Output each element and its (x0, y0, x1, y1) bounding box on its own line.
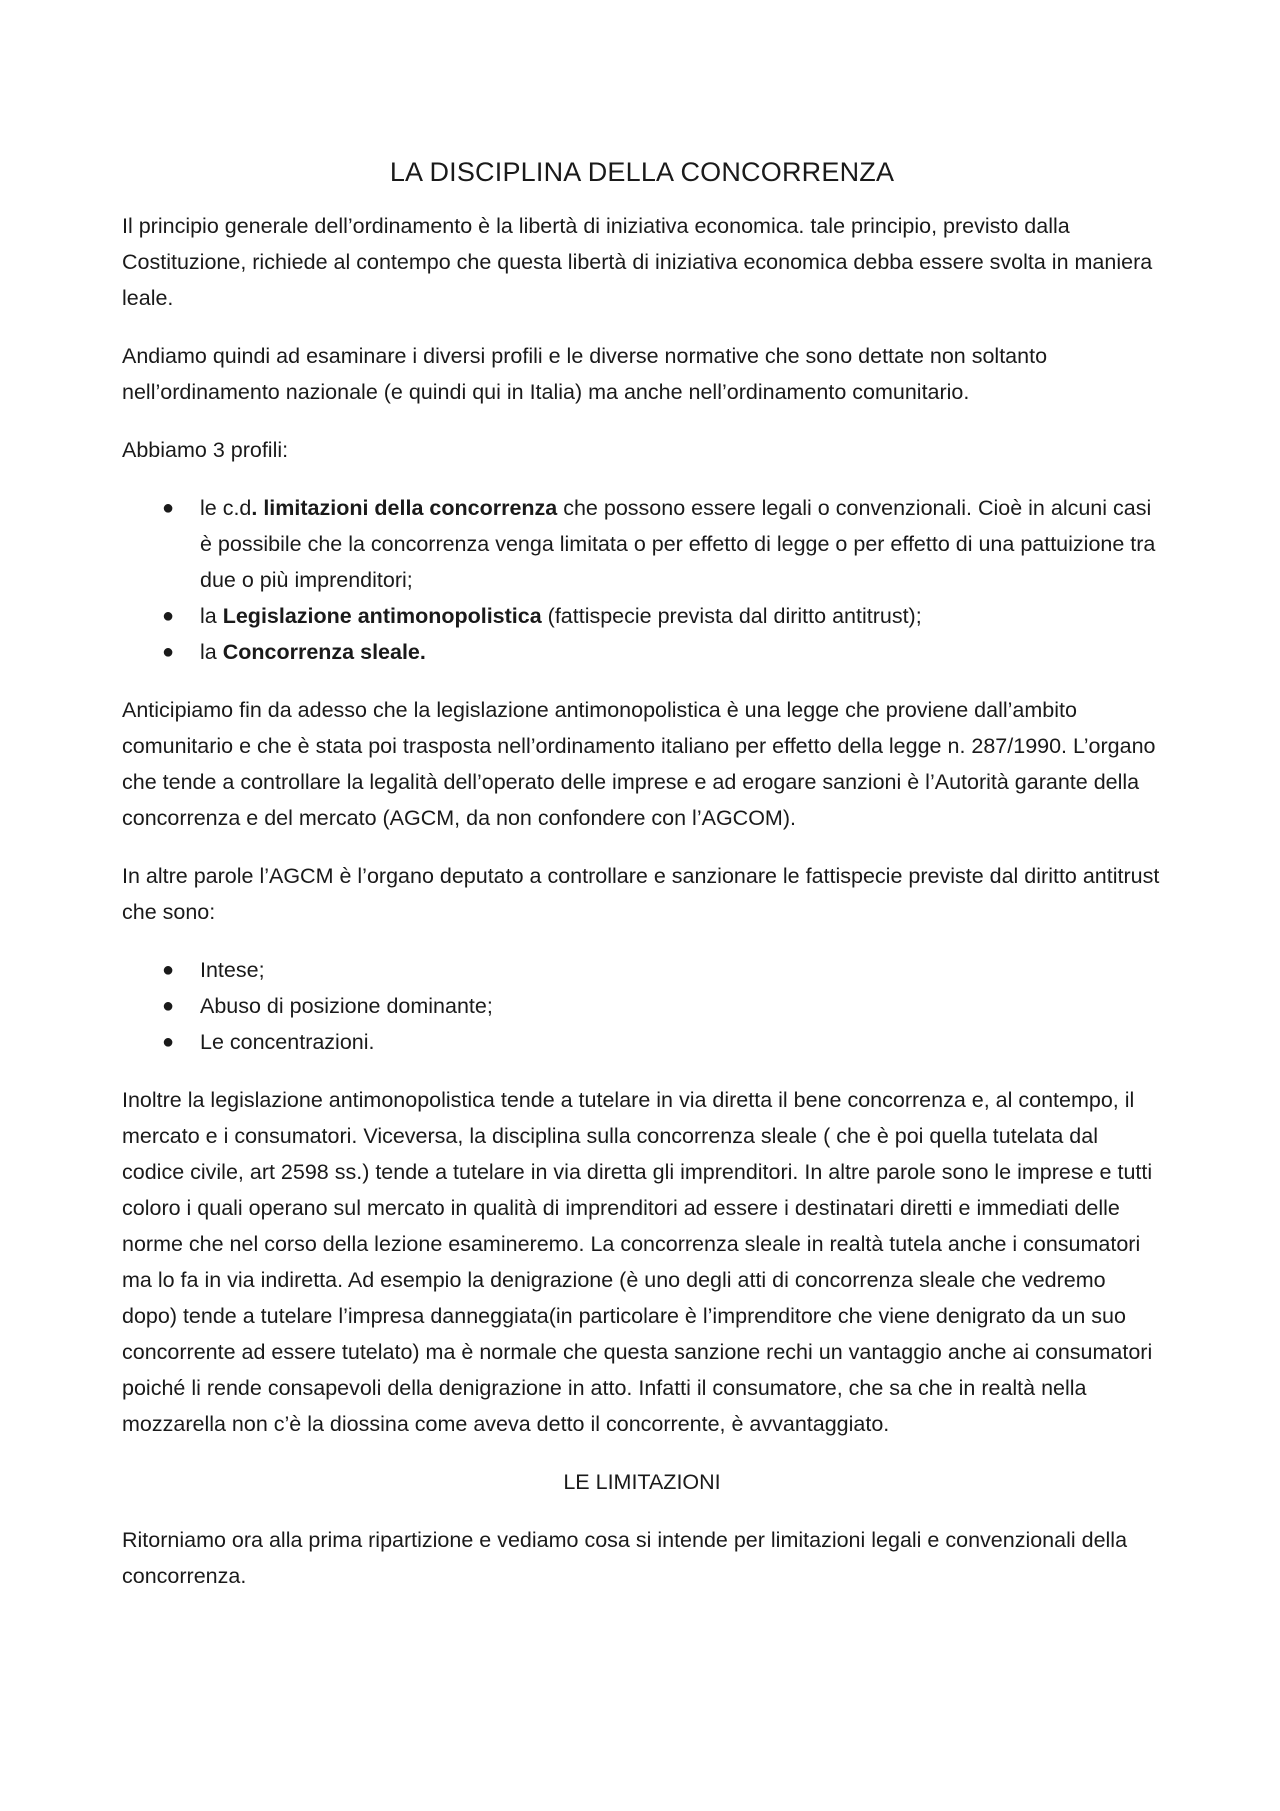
fattispecie-list (122, 952, 1162, 1060)
paragraph-profili-intro: Andiamo quindi ad esaminare i diversi profili e le diverse normative che sono dettate non soltanto nell’ordinamento nazionale (e quindi qui in Italia) ma anche nell’ordinamento comunitario. (122, 344, 1048, 404)
bullet-icon: ● (162, 959, 175, 981)
list-item-text: Intese; (200, 958, 265, 982)
list-item-text: la (200, 640, 223, 664)
list-item-bold: . limitazioni della concorrenza (251, 496, 558, 520)
list-item (122, 634, 1162, 670)
list-item-bold: Legislazione antimonopolistica (222, 604, 542, 628)
list-item-text: Le concentrazioni. (200, 1030, 375, 1054)
bullet-icon: ● (162, 497, 175, 519)
list-item (122, 598, 1162, 634)
document-page (122, 152, 1162, 1616)
paragraph-tutela: Inoltre la legislazione antimonopolistica tende a tutelare in via diretta il bene concorrenza e, al contempo, il mercato e i consumatori. Viceversa, la disciplina sulla concorrenza sleale ( che è poi quella tutelata dal codice civile, art 2598 ss.) tende a tutelare in via diretta gli imprenditori. In altre parole sono le imprese e tutti coloro i quali operano sul mercato in qualità di imprenditori ad essere i destinatari diretti e immediati delle norme che nel corso della lezione esamineremo. La concorrenza sleale in realtà tutela anche i consumatori ma lo fa in via indiretta. Ad esempio la denigrazione (è uno degli atti di concorrenza sleale che vedremo dopo) tende a tutelare l’impresa danneggiata(in particolare è l’imprenditore che viene denigrato da un suo concorrente ad essere tutelato) ma è normale che questa sanzione rechi un vantaggio anche ai consumatori poiché li rende consapevoli della denigrazione in atto. Infatti il consumatore, che sa che in realtà nella mozzarella non c’è la diossina come aveva detto il concorrente, è avvantaggiato. (122, 1088, 1153, 1436)
list-item (122, 1024, 1162, 1060)
list-item (122, 490, 1162, 598)
bullet-icon: ● (162, 1031, 175, 1053)
paragraph-limitazioni: Ritorniamo ora alla prima ripartizione e vediamo cosa si intende per limitazioni legali e convenzionali della concorrenza. (122, 1528, 1128, 1588)
list-item-text: la (200, 604, 223, 628)
list-item (122, 988, 1162, 1024)
list-item-text: Abuso di posizione dominante; (200, 994, 493, 1018)
profili-list (122, 490, 1162, 670)
paragraph-agcm: In altre parole l’AGCM è l’organo deputato a controllare e sanzionare le fattispecie previste dal diritto antitrust che sono: (122, 864, 1160, 924)
bullet-icon: ● (162, 641, 175, 663)
list-item (122, 952, 1162, 988)
list-item-text: le c.d (200, 496, 252, 520)
list-item-text: (fattispecie prevista dal diritto antitrust); (541, 604, 922, 628)
bullet-icon: ● (162, 995, 175, 1017)
list-item-bold: Concorrenza sleale. (222, 640, 426, 664)
paragraph-intro: Il principio generale dell’ordinamento è la libertà di iniziativa economica. tale principio, previsto dalla Costituzione, richiede al contempo che questa libertà di iniziativa economica debba essere svolta in maniera leale. (122, 214, 1153, 310)
section-heading: LE LIMITAZIONI (563, 1470, 721, 1494)
list-item-text: che possono essere legali o convenzionali. Cioè in alcuni casi è possibile che la concorrenza venga limitata o per effetto di legge o per effetto di una pattuizione tra due o più imprenditori; (200, 496, 1156, 592)
paragraph-legislazione: Anticipiamo fin da adesso che la legislazione antimonopolistica è una legge che proviene dall’ambito comunitario e che è stata poi trasposta nell’ordinamento italiano per effetto della legge n. 287/1990. L’organo che tende a controllare la legalità dell’operato delle imprese e ad erogare sanzioni è l’Autorità garante della concorrenza e del mercato (AGCM, da non confondere con l’AGCOM). (122, 698, 1156, 830)
bullet-icon: ● (162, 605, 175, 627)
page-title: LA DISCIPLINA DELLA CONCORRENZA (389, 157, 895, 187)
paragraph-abbiamo: Abbiamo 3 profili: (122, 438, 289, 462)
